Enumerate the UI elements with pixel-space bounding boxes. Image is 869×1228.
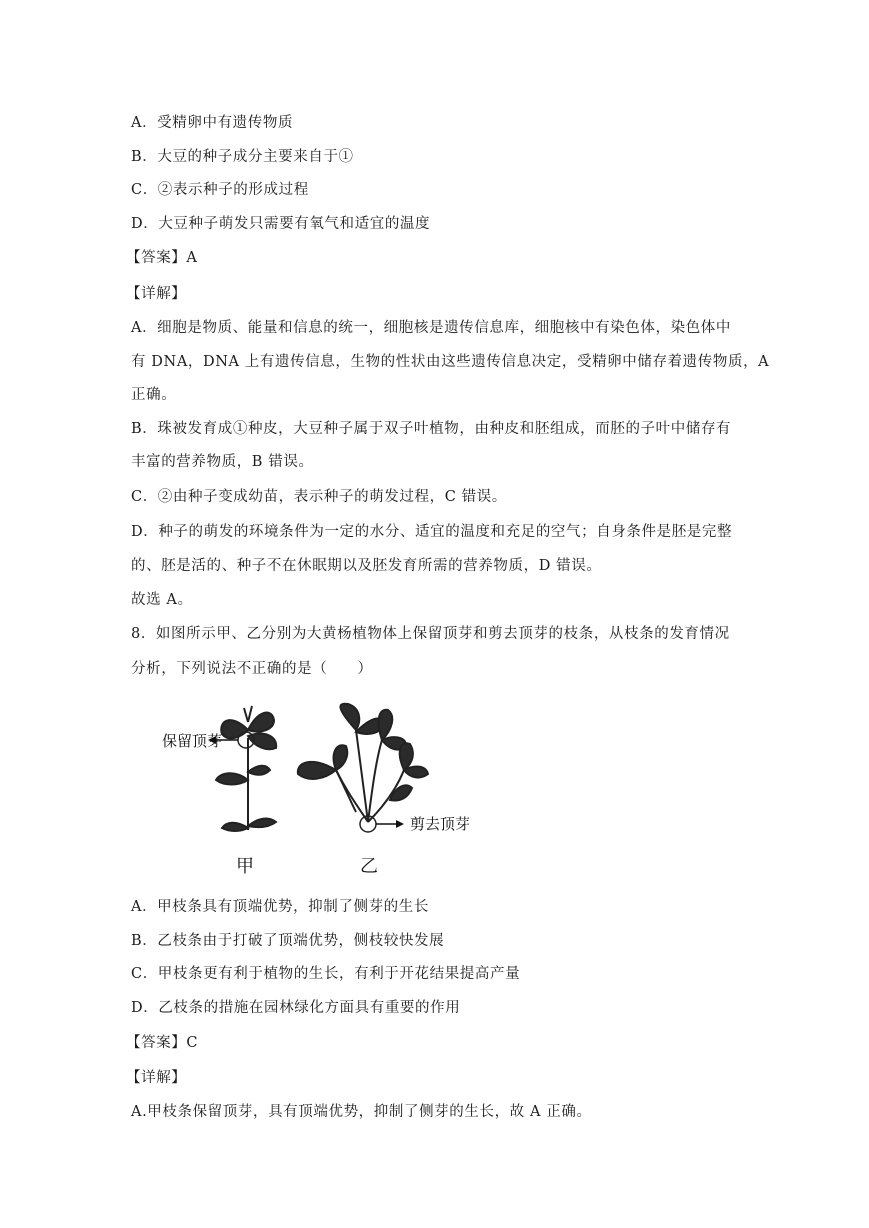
- label-cut-bud: 剪去顶芽: [410, 815, 471, 833]
- q7-detail-line: 有 DNA，DNA 上有遗传信息，生物的性状由这些遗传信息决定，受精卵中储存着遗传物质，A: [131, 354, 770, 370]
- q8-detail-line: A.甲枝条保留顶芽，具有顶端优势，抑制了侧芽的生长，故 A 正确。: [131, 1104, 592, 1120]
- q7-detail-heading: 【详解】: [126, 286, 187, 302]
- plant-figure: [160, 700, 480, 890]
- q7-option-c: C．②表示种子的形成过程: [131, 182, 309, 198]
- q7-option-a: A．受精卵中有遗传物质: [131, 115, 294, 131]
- q8-option-b: B．乙枝条由于打破了顶端优势，侧枝较快发展: [131, 933, 445, 949]
- q7-option-b: B．大豆的种子成分主要来自于①: [131, 149, 354, 165]
- label-yi: 乙: [360, 856, 378, 877]
- q7-detail-line: 故选 A。: [131, 592, 193, 608]
- q7-detail-line: C．②由种子变成幼苗，表示种子的萌发过程，C 错误。: [131, 489, 507, 505]
- q8-stem-line: 8．如图所示甲、乙分别为大黄杨植物体上保留顶芽和剪去顶芽的枝条，从枝条的发育情况: [131, 626, 730, 642]
- q7-detail-line: D．种子的萌发的环境条件为一定的水分、适宜的温度和充足的空气；自身条件是胚是完整: [131, 524, 733, 540]
- q7-detail-line: 丰富的营养物质，B 错误。: [131, 454, 314, 470]
- plant-jia: [216, 706, 276, 831]
- q8-stem-line: 分析，下列说法不正确的是（ ）: [131, 661, 373, 677]
- q7-detail-line: 正确。: [131, 387, 177, 403]
- q8-option-d: D．乙枝条的措施在园林绿化方面具有重要的作用: [131, 1000, 461, 1016]
- q8-answer: 【答案】C: [126, 1035, 199, 1051]
- plant-yi: [298, 704, 428, 832]
- label-jia: 甲: [236, 856, 254, 877]
- label-keep-bud: 保留顶芽: [162, 732, 223, 750]
- q8-option-c: C．甲枝条更有利于植物的生长，有利于开花结果提高产量: [131, 966, 521, 982]
- q7-detail-line: B．珠被发育成①种皮，大豆种子属于双子叶植物，由种皮和胚组成，而胚的子叶中储存有: [131, 421, 732, 437]
- q7-detail-line: A．细胞是物质、能量和信息的统一，细胞核是遗传信息库，细胞核中有染色体，染色体中: [131, 320, 731, 336]
- q7-option-d: D．大豆种子萌发只需要有氧气和适宜的温度: [131, 216, 431, 232]
- q7-detail-line: 的、胚是活的、种子不在休眠期以及胚发育所需的营养物质，D 错误。: [131, 558, 602, 574]
- q7-answer: 【答案】A: [126, 250, 198, 266]
- q8-detail-heading: 【详解】: [126, 1070, 187, 1086]
- cut-arrow: [376, 820, 404, 828]
- q8-option-a: A．甲枝条具有顶端优势，抑制了侧芽的生长: [131, 899, 429, 915]
